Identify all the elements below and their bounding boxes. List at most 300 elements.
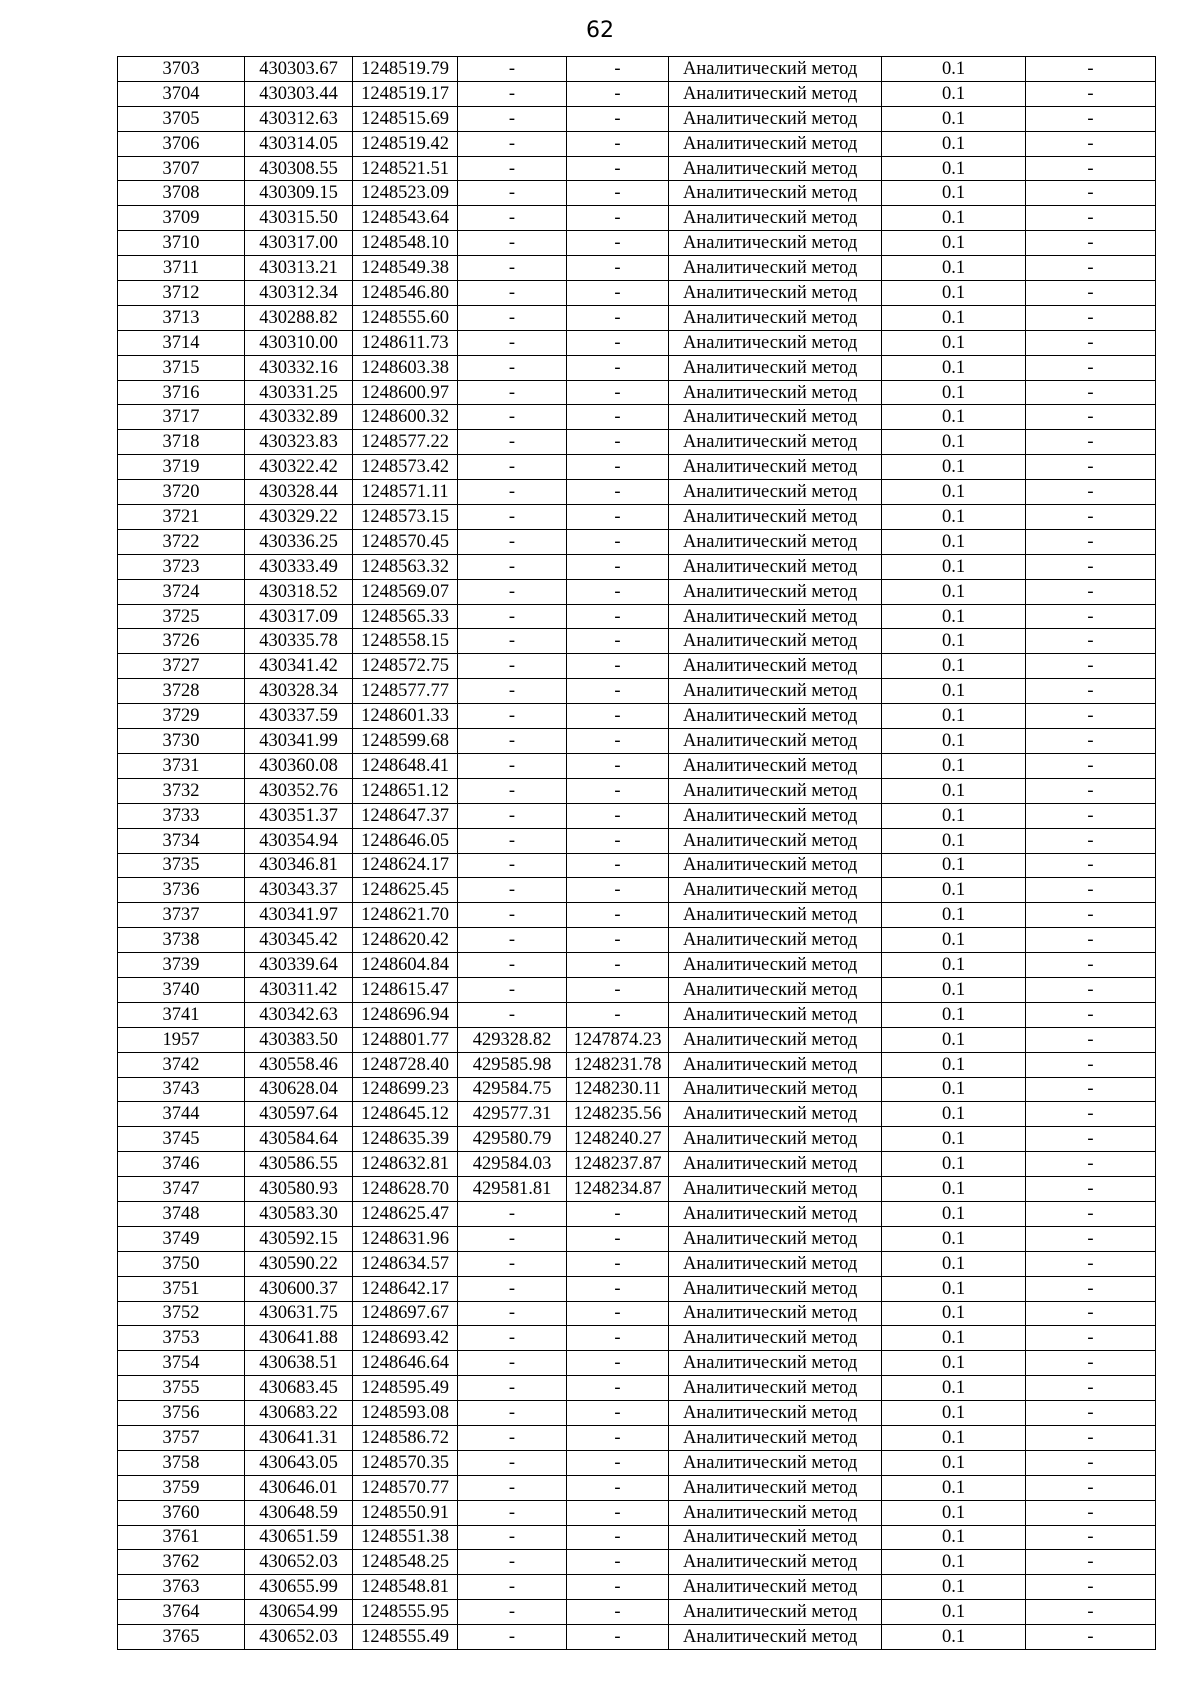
x-previous-cell: - [458,1201,567,1226]
y-previous-cell: - [567,505,669,530]
note-cell: - [1026,1475,1156,1500]
accuracy-cell: 0.1 [882,1550,1026,1575]
note-cell: - [1026,405,1156,430]
accuracy-cell: 0.1 [882,529,1026,554]
determination-method-cell: Аналитический метод [669,1450,882,1475]
table-row [118,480,1156,505]
determination-method-cell: Аналитический метод [669,430,882,455]
y-previous-cell: - [567,1450,669,1475]
note-cell: - [1026,1177,1156,1202]
y-previous-cell: - [567,654,669,679]
table-row [118,1525,1156,1550]
x-previous-cell: - [458,355,567,380]
y-previous-cell: - [567,206,669,231]
point-number-cell: 3762 [118,1550,245,1575]
accuracy-cell: 0.1 [882,953,1026,978]
note-cell: - [1026,1002,1156,1027]
accuracy-cell: 0.1 [882,305,1026,330]
y-previous-cell: - [567,355,669,380]
point-number-cell: 1957 [118,1027,245,1052]
y-previous-cell: - [567,1401,669,1426]
point-number-cell: 3705 [118,106,245,131]
determination-method-cell: Аналитический метод [669,281,882,306]
y-coordinate-cell: 1248549.38 [353,256,458,281]
x-coordinate-cell: 430317.09 [245,604,353,629]
x-previous-cell: - [458,305,567,330]
x-previous-cell: - [458,828,567,853]
table-row [118,1027,1156,1052]
determination-method-cell: Аналитический метод [669,1425,882,1450]
y-coordinate-cell: 1248565.33 [353,604,458,629]
y-previous-cell: - [567,928,669,953]
x-coordinate-cell: 430332.89 [245,405,353,430]
y-previous-cell: - [567,1475,669,1500]
y-coordinate-cell: 1248631.96 [353,1226,458,1251]
point-number-cell: 3715 [118,355,245,380]
note-cell: - [1026,455,1156,480]
x-coordinate-cell: 430341.97 [245,903,353,928]
x-coordinate-cell: 430628.04 [245,1077,353,1102]
y-previous-cell: - [567,106,669,131]
y-previous-cell: 1248234.87 [567,1177,669,1202]
y-previous-cell: - [567,1301,669,1326]
point-number-cell: 3752 [118,1301,245,1326]
x-previous-cell: - [458,729,567,754]
y-coordinate-cell: 1248628.70 [353,1177,458,1202]
note-cell: - [1026,256,1156,281]
note-cell: - [1026,729,1156,754]
y-coordinate-cell: 1248621.70 [353,903,458,928]
x-previous-cell: 429584.03 [458,1152,567,1177]
x-previous-cell: - [458,629,567,654]
x-coordinate-cell: 430328.44 [245,480,353,505]
table-row [118,1475,1156,1500]
x-previous-cell: 429328.82 [458,1027,567,1052]
x-coordinate-cell: 430648.59 [245,1500,353,1525]
accuracy-cell: 0.1 [882,654,1026,679]
x-coordinate-cell: 430310.00 [245,330,353,355]
point-number-cell: 3739 [118,953,245,978]
x-coordinate-cell: 430329.22 [245,505,353,530]
determination-method-cell: Аналитический метод [669,181,882,206]
note-cell: - [1026,654,1156,679]
table-row [118,1425,1156,1450]
x-previous-cell: - [458,803,567,828]
point-number-cell: 3710 [118,231,245,256]
x-coordinate-cell: 430341.42 [245,654,353,679]
accuracy-cell: 0.1 [882,729,1026,754]
note-cell: - [1026,1052,1156,1077]
table-row [118,106,1156,131]
y-coordinate-cell: 1248570.77 [353,1475,458,1500]
table-row [118,1575,1156,1600]
x-coordinate-cell: 430590.22 [245,1251,353,1276]
y-previous-cell: - [567,554,669,579]
table-row [118,355,1156,380]
x-coordinate-cell: 430583.30 [245,1201,353,1226]
table-row [118,1276,1156,1301]
x-previous-cell: - [458,778,567,803]
determination-method-cell: Аналитический метод [669,355,882,380]
note-cell: - [1026,1550,1156,1575]
x-previous-cell: - [458,579,567,604]
note-cell: - [1026,1575,1156,1600]
x-previous-cell: - [458,654,567,679]
x-previous-cell: - [458,1276,567,1301]
accuracy-cell: 0.1 [882,977,1026,1002]
table-row [118,256,1156,281]
determination-method-cell: Аналитический метод [669,330,882,355]
x-previous-cell: - [458,405,567,430]
determination-method-cell: Аналитический метод [669,405,882,430]
determination-method-cell: Аналитический метод [669,206,882,231]
x-coordinate-cell: 430317.00 [245,231,353,256]
y-coordinate-cell: 1248645.12 [353,1102,458,1127]
y-coordinate-cell: 1248548.25 [353,1550,458,1575]
x-previous-cell: - [458,57,567,82]
determination-method-cell: Аналитический метод [669,977,882,1002]
table-row [118,953,1156,978]
accuracy-cell: 0.1 [882,853,1026,878]
accuracy-cell: 0.1 [882,1102,1026,1127]
y-coordinate-cell: 1248573.42 [353,455,458,480]
table-row [118,1177,1156,1202]
y-previous-cell: - [567,977,669,1002]
determination-method-cell: Аналитический метод [669,231,882,256]
determination-method-cell: Аналитический метод [669,1376,882,1401]
point-number-cell: 3748 [118,1201,245,1226]
table-row [118,405,1156,430]
table-row [118,977,1156,1002]
table-row [118,529,1156,554]
determination-method-cell: Аналитический метод [669,1002,882,1027]
y-coordinate-cell: 1248543.64 [353,206,458,231]
y-previous-cell: - [567,953,669,978]
accuracy-cell: 0.1 [882,281,1026,306]
note-cell: - [1026,181,1156,206]
table-row [118,1127,1156,1152]
x-coordinate-cell: 430597.64 [245,1102,353,1127]
x-previous-cell: - [458,977,567,1002]
note-cell: - [1026,803,1156,828]
accuracy-cell: 0.1 [882,1152,1026,1177]
point-number-cell: 3754 [118,1351,245,1376]
accuracy-cell: 0.1 [882,1425,1026,1450]
determination-method-cell: Аналитический метод [669,1326,882,1351]
table-row [118,1102,1156,1127]
y-coordinate-cell: 1248519.79 [353,57,458,82]
y-previous-cell: - [567,1201,669,1226]
y-coordinate-cell: 1248519.42 [353,131,458,156]
x-coordinate-cell: 430331.25 [245,380,353,405]
x-previous-cell: - [458,853,567,878]
x-coordinate-cell: 430586.55 [245,1152,353,1177]
y-coordinate-cell: 1248624.17 [353,853,458,878]
y-coordinate-cell: 1248548.81 [353,1575,458,1600]
table-row [118,1052,1156,1077]
y-coordinate-cell: 1248519.17 [353,81,458,106]
y-previous-cell: - [567,131,669,156]
y-previous-cell: - [567,1575,669,1600]
x-coordinate-cell: 430683.45 [245,1376,353,1401]
y-previous-cell: 1248231.78 [567,1052,669,1077]
x-coordinate-cell: 430308.55 [245,156,353,181]
y-previous-cell: - [567,1425,669,1450]
y-previous-cell: - [567,57,669,82]
x-previous-cell: - [458,1600,567,1625]
determination-method-cell: Аналитический метод [669,1052,882,1077]
determination-method-cell: Аналитический метод [669,1127,882,1152]
table-row [118,181,1156,206]
table-row [118,1326,1156,1351]
accuracy-cell: 0.1 [882,778,1026,803]
y-previous-cell: - [567,455,669,480]
y-coordinate-cell: 1248586.72 [353,1425,458,1450]
determination-method-cell: Аналитический метод [669,1201,882,1226]
x-coordinate-cell: 430346.81 [245,853,353,878]
x-coordinate-cell: 430592.15 [245,1226,353,1251]
x-previous-cell: - [458,131,567,156]
note-cell: - [1026,977,1156,1002]
x-coordinate-cell: 430641.88 [245,1326,353,1351]
accuracy-cell: 0.1 [882,256,1026,281]
determination-method-cell: Аналитический метод [669,106,882,131]
determination-method-cell: Аналитический метод [669,1401,882,1426]
x-previous-cell: - [458,1376,567,1401]
x-coordinate-cell: 430328.34 [245,679,353,704]
table-row [118,604,1156,629]
x-previous-cell: - [458,1575,567,1600]
table-row [118,1401,1156,1426]
accuracy-cell: 0.1 [882,1027,1026,1052]
determination-method-cell: Аналитический метод [669,729,882,754]
point-number-cell: 3744 [118,1102,245,1127]
note-cell: - [1026,1301,1156,1326]
x-previous-cell: - [458,1301,567,1326]
y-coordinate-cell: 1248603.38 [353,355,458,380]
point-number-cell: 3704 [118,81,245,106]
accuracy-cell: 0.1 [882,1177,1026,1202]
accuracy-cell: 0.1 [882,878,1026,903]
x-coordinate-cell: 430335.78 [245,629,353,654]
y-coordinate-cell: 1248569.07 [353,579,458,604]
table-row [118,330,1156,355]
y-coordinate-cell: 1248555.95 [353,1600,458,1625]
table-row [118,1301,1156,1326]
point-number-cell: 3707 [118,156,245,181]
x-coordinate-cell: 430314.05 [245,131,353,156]
point-number-cell: 3726 [118,629,245,654]
table-row [118,1450,1156,1475]
point-number-cell: 3728 [118,679,245,704]
determination-method-cell: Аналитический метод [669,1600,882,1625]
note-cell: - [1026,828,1156,853]
x-coordinate-cell: 430558.46 [245,1052,353,1077]
y-previous-cell: - [567,405,669,430]
point-number-cell: 3759 [118,1475,245,1500]
accuracy-cell: 0.1 [882,753,1026,778]
determination-method-cell: Аналитический метод [669,480,882,505]
y-coordinate-cell: 1248555.60 [353,305,458,330]
x-coordinate-cell: 430383.50 [245,1027,353,1052]
y-previous-cell: - [567,1226,669,1251]
y-coordinate-cell: 1248600.32 [353,405,458,430]
point-number-cell: 3764 [118,1600,245,1625]
determination-method-cell: Аналитический метод [669,529,882,554]
point-number-cell: 3734 [118,828,245,853]
y-previous-cell: - [567,430,669,455]
x-coordinate-cell: 430323.83 [245,430,353,455]
determination-method-cell: Аналитический метод [669,878,882,903]
point-number-cell: 3727 [118,654,245,679]
x-coordinate-cell: 430309.15 [245,181,353,206]
accuracy-cell: 0.1 [882,57,1026,82]
y-previous-cell: - [567,1251,669,1276]
y-coordinate-cell: 1248625.45 [353,878,458,903]
x-coordinate-cell: 430288.82 [245,305,353,330]
y-coordinate-cell: 1248651.12 [353,778,458,803]
accuracy-cell: 0.1 [882,1251,1026,1276]
table-row [118,430,1156,455]
determination-method-cell: Аналитический метод [669,1152,882,1177]
y-coordinate-cell: 1248600.97 [353,380,458,405]
y-coordinate-cell: 1248647.37 [353,803,458,828]
y-previous-cell: 1248235.56 [567,1102,669,1127]
y-previous-cell: - [567,231,669,256]
y-previous-cell: - [567,629,669,654]
table-row [118,1226,1156,1251]
y-previous-cell: - [567,529,669,554]
table-row [118,131,1156,156]
table-body [118,57,1156,1650]
determination-method-cell: Аналитический метод [669,1550,882,1575]
note-cell: - [1026,629,1156,654]
y-coordinate-cell: 1248577.22 [353,430,458,455]
determination-method-cell: Аналитический метод [669,554,882,579]
point-number-cell: 3712 [118,281,245,306]
x-previous-cell: - [458,1326,567,1351]
note-cell: - [1026,928,1156,953]
table-row [118,828,1156,853]
y-previous-cell: - [567,803,669,828]
x-previous-cell: - [458,1475,567,1500]
y-previous-cell: - [567,330,669,355]
determination-method-cell: Аналитический метод [669,753,882,778]
y-coordinate-cell: 1248521.51 [353,156,458,181]
accuracy-cell: 0.1 [882,1127,1026,1152]
note-cell: - [1026,1027,1156,1052]
determination-method-cell: Аналитический метод [669,455,882,480]
note-cell: - [1026,853,1156,878]
determination-method-cell: Аналитический метод [669,928,882,953]
table-row [118,579,1156,604]
accuracy-cell: 0.1 [882,1276,1026,1301]
accuracy-cell: 0.1 [882,106,1026,131]
y-coordinate-cell: 1248550.91 [353,1500,458,1525]
x-coordinate-cell: 430318.52 [245,579,353,604]
table-row [118,1500,1156,1525]
determination-method-cell: Аналитический метод [669,679,882,704]
y-previous-cell: 1248230.11 [567,1077,669,1102]
determination-method-cell: Аналитический метод [669,1027,882,1052]
accuracy-cell: 0.1 [882,1301,1026,1326]
x-coordinate-cell: 430337.59 [245,704,353,729]
y-previous-cell: - [567,1326,669,1351]
y-coordinate-cell: 1248632.81 [353,1152,458,1177]
note-cell: - [1026,1077,1156,1102]
determination-method-cell: Аналитический метод [669,1102,882,1127]
point-number-cell: 3724 [118,579,245,604]
y-previous-cell: - [567,828,669,853]
y-previous-cell: - [567,729,669,754]
y-coordinate-cell: 1248693.42 [353,1326,458,1351]
note-cell: - [1026,480,1156,505]
point-number-cell: 3723 [118,554,245,579]
note-cell: - [1026,156,1156,181]
note-cell: - [1026,604,1156,629]
y-coordinate-cell: 1248625.47 [353,1201,458,1226]
accuracy-cell: 0.1 [882,828,1026,853]
y-previous-cell: - [567,1550,669,1575]
note-cell: - [1026,1450,1156,1475]
y-coordinate-cell: 1248570.45 [353,529,458,554]
determination-method-cell: Аналитический метод [669,1177,882,1202]
note-cell: - [1026,679,1156,704]
y-previous-cell: 1248240.27 [567,1127,669,1152]
note-cell: - [1026,305,1156,330]
table-row [118,753,1156,778]
note-cell: - [1026,1600,1156,1625]
note-cell: - [1026,206,1156,231]
y-coordinate-cell: 1248555.49 [353,1625,458,1650]
point-number-cell: 3732 [118,778,245,803]
determination-method-cell: Аналитический метод [669,1500,882,1525]
note-cell: - [1026,753,1156,778]
determination-method-cell: Аналитический метод [669,828,882,853]
x-coordinate-cell: 430360.08 [245,753,353,778]
note-cell: - [1026,704,1156,729]
accuracy-cell: 0.1 [882,629,1026,654]
accuracy-cell: 0.1 [882,455,1026,480]
point-number-cell: 3708 [118,181,245,206]
note-cell: - [1026,554,1156,579]
table-row [118,903,1156,928]
note-cell: - [1026,1201,1156,1226]
y-coordinate-cell: 1248604.84 [353,953,458,978]
note-cell: - [1026,903,1156,928]
accuracy-cell: 0.1 [882,81,1026,106]
point-number-cell: 3703 [118,57,245,82]
determination-method-cell: Аналитический метод [669,903,882,928]
x-coordinate-cell: 430631.75 [245,1301,353,1326]
accuracy-cell: 0.1 [882,1077,1026,1102]
table-row [118,729,1156,754]
accuracy-cell: 0.1 [882,1376,1026,1401]
point-number-cell: 3740 [118,977,245,1002]
point-number-cell: 3750 [118,1251,245,1276]
x-previous-cell: - [458,1351,567,1376]
y-previous-cell: - [567,1500,669,1525]
table-row [118,81,1156,106]
x-previous-cell: - [458,1550,567,1575]
y-coordinate-cell: 1248635.39 [353,1127,458,1152]
y-coordinate-cell: 1248642.17 [353,1276,458,1301]
note-cell: - [1026,231,1156,256]
y-coordinate-cell: 1248573.15 [353,505,458,530]
table-row [118,928,1156,953]
determination-method-cell: Аналитический метод [669,1475,882,1500]
x-previous-cell: - [458,505,567,530]
